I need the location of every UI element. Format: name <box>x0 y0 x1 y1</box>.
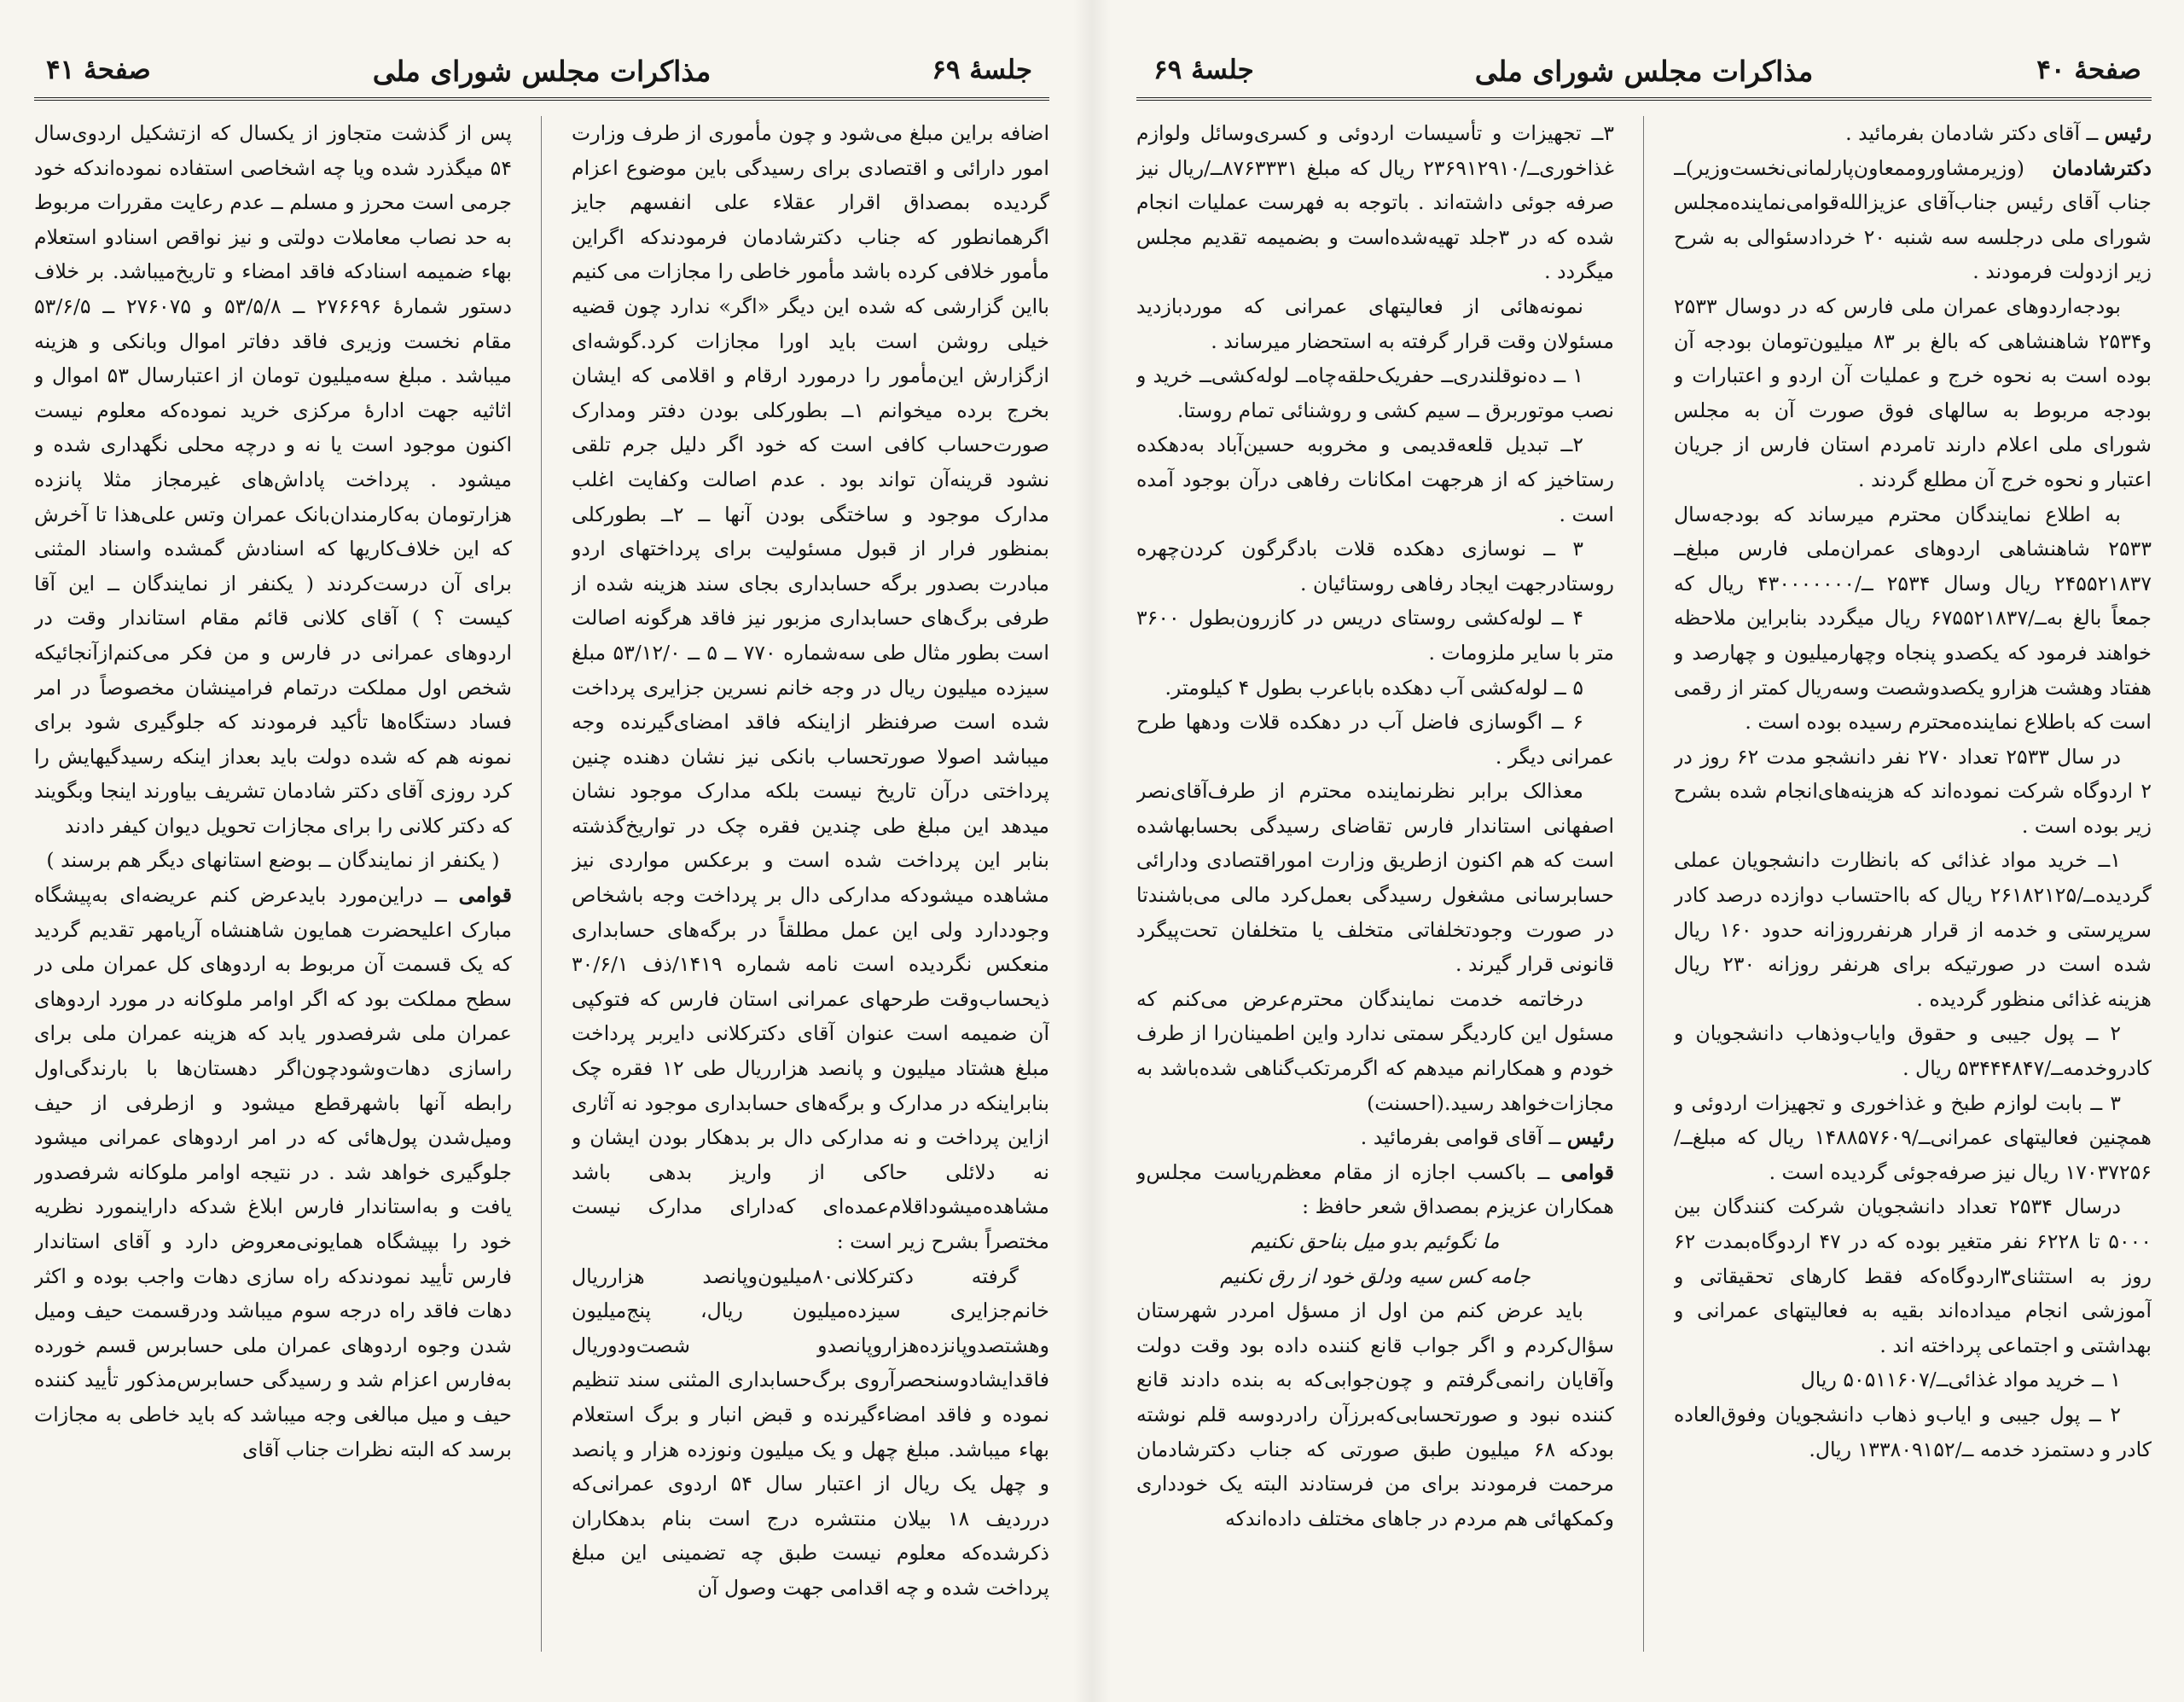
speech-text: ــ آقای قوامی بفرمائید . <box>1360 1125 1567 1150</box>
paragraph: ۳ ــ نوسازی دهکده قلات باد‌گرگون کردن‌چهره روستادرجهت ایجاد رفاهی روستائیان . <box>1136 537 1614 595</box>
left-page-header <box>34 49 1049 101</box>
left-page-column-right <box>572 116 1049 1664</box>
right-page-column-right <box>1674 116 2152 1664</box>
speech-text: ــ دراین‌مورد بایدعرض کنم عریضه‌ای به‌پیشگاه مبارک اعلیحضرت همایون شاهنشاه آریامهر تقدیم گردید که یک قسمت آن مربوط به اردوهای کل عمران ملی در سطح مملکت بود که اگر اوامر ملوکانه در مورد اردوهای عمران ملی شرفصدور یابد که هزینه عمران ملی برای راسازی دهات‌وشودچون‌اگر دهستان‌ها با بارندگی‌اول رابطه آنها باشهرقطع میشود و ازطرفی از حیف ومیل‌شدن پول‌هائی که در امر اردوهای عمرانی میشود جلوگیری خواهد شد . در نتیجه اوامر ملوکانه شرفصدور یافت و به‌استاندار فارس ابلاغ شدکه دارا‌ینمورد نظریه خود را بپیشگاه همایونی‌معروض دارد و آقای استاندار فارس تأیید نمودندکه راه سازی دهات واجب بوده و اکثر دهات فاقد راه درجه سوم میباشد ودرقسمت حیف ومیل شدن وجوه اردوهای عمران ملی حسابرس قسم خورده به‌فارس اعزام شد و رسیدگی حسابرس‌مذکور تأیید کننده حیف و میل مبالغی وجه میباشد که باید خاطی به مجازات برسد که البته نظرات جناب آقای <box>34 883 512 1461</box>
speech-text: ــ باکسب اجازه از مقام معظم‌ریاست مجلس‌و همکاران عزیزم بمصداق شعر حافظ : <box>1136 1159 1614 1219</box>
speaker-name: رئیس <box>2104 121 2152 145</box>
paragraph: ۶ ــ اگوسازی فاضل آب در دهکده قلات ودهها طرح عمرانی دیگر . <box>1136 710 1614 769</box>
paragraph: ما نگوئیم بدو میل بناحق نکنیم <box>1251 1229 1500 1253</box>
left-running-title: مذاکرات مجلس شورای ملی <box>372 55 712 88</box>
speaker-name: دکترشادمان <box>2052 155 2152 180</box>
paragraph: اضافه براین مبلغ می‌شود و چون مأموری از طرف وزارت امور دارائی و اقتصادی برای رسیدگی باین موضوع اعزام گردیده بمصداق اقرار عقلاء علی انفسهم جایز اگرهمانطور که جناب دکترشادمان فرمودندکه اگراین مأمور خلافی کرده باشد مأمور خاطی را مجازات می کنیم بااین گزارشی که شده این دیگر «اگر» ندارد چون قضیه خیلی روشن است باید اورا مجازات کرد.گوشه‌ای ازگزارش این‌مأمور را درمورد ارقام و اقلامی که ایشان بخرج برده میخوانم ۱ــ بطورکلی بودن دفتر ومدارک صورت‌حساب کافی است که خود اگر دلیل جرم تلقی نشود قرینه‌آن تواند بود . عدم اصالت وکفایت اغلب مدارک موجود و ساختگی بودن آنها ــ ۲ــ بطورکلی بمنظور فرار از قبول مسئولیت برای پرداختهای اردو مبادرت بصدور برگه حسابداری بجای سند هزینه شده از طرفی برگ‌های حسابداری مزبور نیز فاقد هرگونه اصالت است بطور مثال طی سه‌شماره ۷۷۰ ــ ۵ ــ ۵۳/۱۲/۰ مبلغ سیزده میلیون ریال در وجه خانم نسرین جزایری پرداخت شده است صرفنظر ازاینکه فاقد امضای‌گیرنده وجه میباشد اصولا صورتحساب بانکی نیز نشان دهنده چنین پرداختی درآن تاریخ نیست بلکه مدارک موجود نشان میدهد این مبلغ طی چندین فقره چک در تواریخ‌گذشته بنابر این پرداخت شده است و برعکس مواردی نیز مشاهده میشودکه مدارکی دال بر پرداخت وجه باشخاص وجوددارد ولی این عمل مطلقاً در برگه‌های حسابداری منعکس نگردیده است نامه شماره ۱۴۱۹/ذف ۳۰/۶/۱ ذیحساب‌وقت طرحهای عمرانی استان فارس که فتوکپی آن ضمیمه است عنوان آقای دکترکلانی دایربر پرداخت مبلغ هشتاد میلیون و پانصد هزارریال طی ۱۲ فقره چک بنابراینکه در مدارک و برگه‌های حسابداری موجود نه آثاری ازاین پرداخت و نه مدارکی دال بر بدهکار بودن ایشان و نه دلائلی حاکی از واریز بدهی باشد مشاهده‌میشود‌اقلام‌عمده‌ای که‌دارای مدارک نیست مختصراً بشرح زیر است : <box>572 121 1049 1253</box>
right-page-number: صفحهٔ ۴۰ <box>2036 55 2141 85</box>
paragraph: ۳ــ تجهیزات و تأسیسات اردوئی و کسری‌وسائل ولوازم غذاخوری‌ــ/۲۳۶۹۱۲۹۱۰ ریال که مبلغ ۸۷۶۳۳۳۱‌ــ/ریال نیز صرفه جوئی داشته‌اند . باتوجه به فهرست عملیات انجام شده که در ۳جلد تهیه‌شده‌است و بضمیمه تقدیم مجلس میگردد . <box>1136 121 1614 284</box>
paragraph <box>1674 116 2152 151</box>
paragraph: معذالک برابر نظرنماینده محترم از طرف‌آقای‌نصر اصفهانی استاندار فارس تقاضای رسیدگی بحسابهاشده است که هم اکنون ازطریق وزارت اموراقتصادی ودارائی حسابرسانی مشغول رسیدگی بعمل‌کرد مالی می‌باشندتا در صورت وجودتخلفاتی متخلف یا متخلفان تحت‌پیگرد قانونی قرار گیرند . <box>1136 779 1614 977</box>
left-column-divider <box>541 116 542 1652</box>
paragraph <box>34 878 512 1467</box>
paragraph: نمونه‌هائی از فعالیتهای عمرانی که موردبازدید مسئولان وقت قرار گرفته به استحضار میرساند . <box>1136 293 1614 353</box>
speaker-name: قوامی <box>458 883 512 908</box>
speaker-name: رئیس <box>1566 1125 1614 1150</box>
paragraph <box>1674 151 2152 289</box>
speech-text: (وزیرمشاوروممعاون‌پارلمانی‌نخست‌وزیر)ــ جناب آقای رئیس جناب‌آقای عزیزالله‌قوامی‌نماینده‌مجلس شورای ملی درجلسه سه شنبه ۲۰ خردادسئوالی به شرح زیر ازدولت فرمودند . <box>1674 155 2152 284</box>
paragraph: باید عرض کنم من اول از مسؤل امردر شهرستان سؤال‌کردم و اگر جواب قانع کننده داده بود وقت دولت وآقایان رانمی‌گرفتم و چون‌جوابی‌که به بنده دادند قانع کننده نبود و صورتحسابی‌که‌برزآن رادردوسه قلم نوشته بود‌که ۶۸ میلیون طبق صورتی که جناب دکترشادمان مرحمت فرمودند برای من فرستادند البته یک خودداری وکمکهائی هم مردم در جاهای مختلف داده‌اند‌که <box>1136 1298 1614 1531</box>
paragraph: به اطلاع نمایندگان محترم میرساند که بودجه‌سال ۲۵۳۳ شاهنشاهی اردوهای عمران‌ملی فارس مبلغ‌ــ ۲۴۵۵۲۱۸۳۷ ریال وسال ۲۵۳۴ ــ/۴۳۰۰۰۰۰۰۰ ریال که جمعاً بالغ به‌ــ/۶۷۵۵۲۱۸۳۷ ریال میگردد بنابراین ملاحظه خواهند فرمود که یکصدو پنجاه وچهارمیلیون و چهارصد و هفتاد وهشت هزارو یکصدوشصت وسه‌ریال کمتر از رقمی است که باطلاع نماینده‌محترم رسیده بوده است . <box>1674 502 2152 735</box>
paragraph: در سال ۲۵۳۳ تعداد ۲۷۰ نفر دانشجو مدت ۶۲ روز در ۲ اردوگاه شرکت نموده‌اند که هزینه‌های‌انجام شده بشرح زیر بوده است . <box>1674 744 2152 838</box>
paragraph: ۵ ــ لوله‌کشی آب دهکده باباعرب بطول ۴ کیلومتر. <box>1165 675 1583 700</box>
paragraph <box>1136 1155 1614 1224</box>
paragraph: جامه کس سیه ودلق خود از رق نکنیم <box>1220 1263 1531 1288</box>
paragraph: ( یکنفر از نمایندگان ــ بوضع استانهای دیگر هم برسند ) <box>46 848 500 873</box>
right-page-column-left <box>1136 116 1614 1664</box>
right-session-label: جلسهٔ ۶۹ <box>1153 55 1254 85</box>
book-gutter <box>1073 0 1111 1702</box>
left-page-number: صفحهٔ ۴۱ <box>46 55 151 85</box>
paragraph: ۱ ــ ده‌نوقلندری‌ــ حفریک‌حلقه‌چاه‌ــ لوله‌کشی‌ــ خرید و نصب موتوربرق ــ سیم کشی و روشنائی تمام روستا. <box>1136 363 1614 422</box>
left-page <box>34 32 1049 1675</box>
paragraph: درخاتمه خدمت نمایندگان محترم‌عرض می‌کنم که مسئول این کاردیگر سمتی ندارد واین اطمینان‌را از طرف خودم و همکارانم میدهم که اگرمرتکب‌گناهی شده‌باشد به مجازات‌خواهد رسید.(احسنت) <box>1136 986 1614 1115</box>
paragraph: گرفته دکترکلانی‌۸۰میلیون‌وپانصد هزارریال خانم‌جزایری سیزده‌میلیون ریال، پنج‌میلیون وهشتصدوپانزده‌هزاروپانصدو شصت‌ودوریال فاقدایشادوسنحصرآروی برگ‌حسابداری المثنی سند تنظیم نموده و فاقد امضاء‌گیرنده و قبض انبار و برگ استعلام بهاء میباشد. مبلغ چهل و یک میلیون ونوزده هزار و پانصد و چهل یک ریال از اعتبار سال ۵۴ اردوی عمرانی‌که دررد‌یف ۱۸ بیلان منتشره درج است بنام بدهکاران ذکرشده‌که معلوم نیست طبق چه تضمینی این مبلغ پرداخت شده و چه اقدامی جهت وصول آن <box>572 1263 1049 1600</box>
right-running-title: مذاکرات مجلس شورای ملی <box>1474 55 1814 88</box>
paragraph: ۱ــ خرید مواد غذائی که بانظارت دانشجویان عملی گردیده‌ــ/۲۶۱۸۲۱۲۵ ریال که بااحتساب دوازده درصد کادر سرپرستی و خدمه از قرار هرنفرروزانه حدود ۱۶۰ ریال شده است در صورتیکه برای هرنفر روزانه ۲۳۰ ریال هزینه غذائی منظور گردیده . <box>1674 848 2152 1011</box>
right-column-divider <box>1643 116 1644 1652</box>
speech-text: ــ آقای دکتر شادمان بفرمائید . <box>1845 121 2105 145</box>
right-page-header <box>1136 49 2152 101</box>
paragraph: ۴ ــ لوله‌کشی روستای دریس در کازرون‌بطول ۳۶۰۰ متر با سایر ملزومات . <box>1136 606 1614 665</box>
paragraph <box>1136 1120 1614 1155</box>
paragraph: ۱ ــ خرید مواد غذائی‌ــ/۵۰۵۱۱۶۰۷ ریال <box>1800 1368 2121 1392</box>
paragraph: بودجه‌اردوهای عمران ملی فارس که در دوسال ۲۵۳۳ و۲۵۳۴ شاهنشاهی که بالغ بر ۸۳ میلیون‌تومان بودجه آن بوده است به نحوه خرج و عملیات آن اردو و اعتبارات و بودجه مربوط به سالهای فوق صورت آن به مجلس شورای ملی اعلام دارند تامردم استان فارس از جریان اعتبار و نحوه خرج آن مطلع گردند . <box>1674 293 2152 491</box>
paragraph: ۲ ــ پول جیبی و ایاب‌و ذهاب دانشجویان وفوق‌العاده کادر و دستمزد خدمه ــ/۱۳۳۸۰۹۱۵۲ ریال. <box>1674 1402 2152 1461</box>
left-session-label: جلسهٔ ۶۹ <box>932 55 1032 85</box>
paragraph: درسال ۲۵۳۴ تعداد دانشجویان شرکت کنندگان بین ۵۰۰۰ تا ۶۲۲۸ نفر متغیر بوده که در ۴۷ اردوگاه‌بمدت ۶۲ روز به استثنای‌۳اردوگاه‌که فقط کارهای تحقیقاتی و آموزشی انجام میداده‌اند بقیه به فعالیتهای عمرانی و بهداشتی و اجتماعی پرداخته اند . <box>1674 1194 2152 1357</box>
paragraph: پس از گذشت متجاوز از یکسال که ازتشکیل اردوی‌سال ۵۴ میگذرد شده ویا چه اشخاصی استفاده نموده‌اندکه خود جرمی است محرز و مسلم ــ عدم رعایت مقررات مربوط به حد نصاب معاملات دولتی و نیز نواقص اسنادو استعلام بهاء ضمیمه اسنادکه فاقد امضاء و تاریخ‌میباشد. بر خلاف دستور شمارهٔ ۲۷۶۶۹۶ ــ ۵۳/۵/۸ و ۲۷۶۰۷۵ ــ ۵۳/۶/۵ مقام نخست وزیری فاقد دفاتر اموال وبانکی و هزینه میباشد . مبلغ سه‌میلیون تومان از اعتبارسال ۵۳ اموال و اثاثیه جهت ادارهٔ مرکزی خرید نموده‌که معلوم نیست اکنون موجود است یا نه و درچه محلی نگهداری شده و میشود . پرداخت پاداش‌های غیرمجاز مثلا پانزده هزارتومان به‌کارمندان‌بانک عمران وتس علی‌هذا تا آخرش که این خلاف‌کاریها که اسنادش گمشده واسناد المثنی برای آن درست‌کردند ( یکنفر از نمایندگان ــ این آقا کیست ؟ ) آقای کلانی قائم مقام استاندار وقت در اردوهای عمرانی در فارس و من فکر می‌کنم‌ازآنجائیکه شخص اول مملکت درتمام فرامینشان مخصوصاً در امر فساد دستگاه‌ها تأکید فرمودند که جلوگیری شود برای نمونه هم که شده دولت باید بعداز اینکه رسیدگیهایش را کرد روزی آقای دکتر شادمان تشریف بیاورند اینجا وبگویند که دکتر کلانی را برای مجازات تحویل دیوان کیفر دادند <box>34 121 512 838</box>
left-page-column-left <box>34 116 512 1664</box>
paragraph: ۲ ــ پول جیبی و حقوق وایاب‌وذهاب دانشجویان و کادروخدمه‌ــ/۵۳۴۴۴۸۴۷ ریال . <box>1674 1021 2152 1081</box>
right-page <box>1136 32 2152 1675</box>
paragraph: ۲ــ تبدیل قلعه‌قدیمی و مخروبه حسین‌آباد به‌دهکده رستاخیز که از هرجهت امکانات رفاهی درآن بوجود آمده است . <box>1136 433 1614 526</box>
paragraph: ۳ ــ بابت لوازم طبخ و غذاخوری و تجهیزات اردوئی و همچنین فعالیتهای عمرانی‌ــ/۱۴۸۸۵۷۶۰۹ ریال که مبلغ‌ــ/۱۷۰۳۷۲۵۶ ریال نیز صرفه‌جوئی گردیده است . <box>1674 1090 2152 1184</box>
speaker-name: قوامی <box>1560 1159 1614 1184</box>
